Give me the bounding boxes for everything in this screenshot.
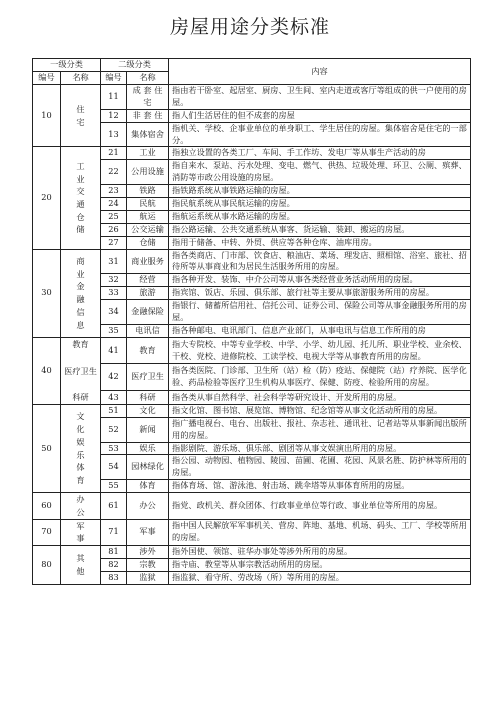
level2-code: 54 xyxy=(101,455,127,480)
level1-name-text: 办公 xyxy=(76,494,85,517)
level2-code: 82 xyxy=(101,558,127,571)
level2-code: 42 xyxy=(101,364,127,391)
level2-code: 55 xyxy=(101,480,127,493)
level1-name xyxy=(61,147,101,249)
level2-code: 32 xyxy=(101,274,127,287)
level1-code: 30 xyxy=(33,249,61,337)
row-content: 指航运系统从事水路运输的房屋。 xyxy=(169,210,471,223)
level2-name: 公交运输 xyxy=(127,223,169,236)
level1-name-text: 住宅 xyxy=(76,104,85,127)
table-row xyxy=(33,147,471,160)
level2-code: 22 xyxy=(101,160,127,185)
level2-code: 43 xyxy=(101,391,127,405)
level2-name: 园林绿化 xyxy=(127,455,169,480)
level1-name xyxy=(61,337,101,404)
level2-code: 83 xyxy=(101,571,127,584)
header-level1: 一级分类 xyxy=(33,59,101,72)
level2-name: 工业 xyxy=(127,147,169,160)
level2-name: 教育 xyxy=(127,337,169,364)
level2-name: 新闻 xyxy=(127,417,169,442)
row-content: 指公路运输、公共交通系统从事客、货运输、装卸、搬运的房屋。 xyxy=(169,223,471,236)
level1-name xyxy=(61,249,101,337)
level2-code: 23 xyxy=(101,185,127,198)
level2-name: 体育 xyxy=(127,480,169,493)
row-content: 指大专院校、中等专业学校、中学、小学、幼儿园、托儿所、职业学校、业余校、干校、党校、进修院校、工读学校、电视大学等从事教育所用的房屋。 xyxy=(169,337,471,364)
level2-code: 12 xyxy=(101,109,127,122)
level2-code: 13 xyxy=(101,122,127,147)
level1-name-text: 商业金融信息 xyxy=(76,256,85,330)
level1-code: 50 xyxy=(33,404,61,492)
row-content: 指独立设置的各类工厂、车间、手工作坊、发电厂等从事生产活动的房 xyxy=(169,147,471,160)
level2-code: 27 xyxy=(101,236,127,249)
table-row xyxy=(33,519,471,545)
row-content: 指广播电视台、电台、出版社、报社、杂志社、通讯社、记者站等从事新闻出版所用的房屋。 xyxy=(169,417,471,442)
header-level2: 二级分类 xyxy=(101,59,169,72)
row-content: 指各种开发、装饰、中介公司等从事各类经营业务活动所用的房屋。 xyxy=(169,274,471,287)
level1-code: 40 xyxy=(33,337,61,404)
row-content: 指体育场、馆、游泳池、射击场、跳伞塔等从事体育所用的房屋。 xyxy=(169,480,471,493)
row-content: 指用于储备、中转、外贸、供应等各种仓库、油库用房。 xyxy=(169,236,471,249)
row-content: 指人们生活居住的但不成套的房屋 xyxy=(169,109,471,122)
level2-name: 娱乐 xyxy=(127,442,169,455)
level2-name: 监狱 xyxy=(127,571,169,584)
level2-code: 61 xyxy=(101,493,127,519)
level2-name: 集体宿舍 xyxy=(127,122,169,147)
level2-code: 41 xyxy=(101,337,127,364)
level2-code: 31 xyxy=(101,249,127,274)
level2-code: 25 xyxy=(101,210,127,223)
row-content: 指各类医院、门诊部、卫生所（站）检（防）疫站、保健院（站）疗养院、医学化验、药品检验等医疗卫生机构从事医疗、保健、防疫、检验所用的房屋。 xyxy=(169,364,471,391)
level1-name-text: 其他 xyxy=(76,553,85,576)
level2-name: 经营 xyxy=(127,274,169,287)
level2-name: 成 套 住宅 xyxy=(127,85,169,110)
level1-name-line: 科研 xyxy=(72,392,89,403)
row-content: 指中国人民解放军军事机关、营房、阵地、基地、机场、码头、工厂、学校等所用的房屋。 xyxy=(169,519,471,545)
level1-name xyxy=(61,493,101,519)
page-title: 房屋用途分类标准 xyxy=(169,16,330,38)
table-row xyxy=(33,545,471,558)
row-content: 指监狱、看守所、劳改场（所）等所用的房屋。 xyxy=(169,571,471,584)
row-content: 指各种邮电、电讯部门、信息产业部门，从事电讯与信息工作所用的房 xyxy=(169,324,471,337)
level2-code: 35 xyxy=(101,324,127,337)
row-content: 指铁路系统从事铁路运输的房屋。 xyxy=(169,185,471,198)
classification-table xyxy=(32,58,471,585)
row-content: 指党、政机关、群众团体、行政事业单位等行政、事业单位等所用的房屋。 xyxy=(169,493,471,519)
level2-name: 金融保险 xyxy=(127,300,169,325)
level2-name: 仓储 xyxy=(127,236,169,249)
row-content: 指自来水、泵站、污水处理、变电、燃气、供热、垃圾处理、环卫、公厕、殡葬、消防等市政公用设施的房屋。 xyxy=(169,160,471,185)
level2-name: 科研 xyxy=(127,391,169,405)
row-content: 指银行、储蓄所信用社、信托公司、证券公司、保险公司等从事金融服务所用的房屋。 xyxy=(169,300,471,325)
row-content: 指各类从事自然科学、社会科学等研究设计、开发所用的房屋。 xyxy=(169,391,471,405)
level2-code: 81 xyxy=(101,545,127,558)
level1-name-line: 医疗卫生 xyxy=(64,365,97,376)
level2-name: 办公 xyxy=(127,493,169,519)
row-content: 指影剧院、游乐场、俱乐部、剧团等从事文娱演出所用的房屋。 xyxy=(169,442,471,455)
row-content: 指各类商店、门市部、饮食店、粮油店、菜场、理发店、照相馆、浴室、旅社、招待所等从事商业和为居民生活服务所用的房屋。 xyxy=(169,249,471,274)
row-content: 指文化馆、图书馆、展览馆、博物馆、纪念馆等从事文化活动所用的房屋。 xyxy=(169,404,471,417)
level1-name xyxy=(61,545,101,584)
level1-code: 80 xyxy=(33,545,61,584)
level2-code: 51 xyxy=(101,404,127,417)
level2-code: 21 xyxy=(101,147,127,160)
level2-code: 34 xyxy=(101,300,127,325)
level2-name: 公用设施 xyxy=(127,160,169,185)
level2-code: 33 xyxy=(101,287,127,300)
level2-name: 旅游 xyxy=(127,287,169,300)
level2-name: 铁路 xyxy=(127,185,169,198)
level1-name xyxy=(61,404,101,492)
level2-name: 宗教 xyxy=(127,558,169,571)
table-row xyxy=(33,85,471,110)
header-row-1 xyxy=(33,59,471,72)
table-row xyxy=(33,249,471,274)
level2-name: 商业服务 xyxy=(127,249,169,274)
level2-name: 电讯信 xyxy=(127,324,169,337)
level2-code: 24 xyxy=(101,198,127,211)
level2-name: 医疗卫生 xyxy=(127,364,169,391)
level1-code: 60 xyxy=(33,493,61,519)
level2-code: 26 xyxy=(101,223,127,236)
level1-name-line: 教育 xyxy=(72,338,89,349)
level2-name: 涉外 xyxy=(127,545,169,558)
level1-code: 10 xyxy=(33,85,61,147)
level1-name xyxy=(61,519,101,545)
row-content: 指寺庙、教堂等从事宗教活动所用的房屋。 xyxy=(169,558,471,571)
row-content: 指外国使、领馆、驻华办事处等涉外所用的房屋。 xyxy=(169,545,471,558)
level2-name: 文化 xyxy=(127,404,169,417)
level2-code: 11 xyxy=(101,85,127,110)
row-content: 指民航系统从事民航运输的房屋。 xyxy=(169,198,471,211)
row-content: 指宾馆、饭店、乐园、俱乐部、旅行社等主要从事旅游服务所用的房屋。 xyxy=(169,287,471,300)
level2-code: 53 xyxy=(101,442,127,455)
table-row xyxy=(33,337,471,364)
level2-name: 非 套 住 xyxy=(127,109,169,122)
level2-name: 民航 xyxy=(127,198,169,211)
level1-code: 20 xyxy=(33,147,61,249)
row-content: 指公园、动物园、植物园、陵园、苗圃、花圃、花园、风景名胜、防护林等所用的房屋。 xyxy=(169,455,471,480)
header-level1-code: 编号 xyxy=(33,72,61,85)
level1-name-text: 军事 xyxy=(76,520,85,544)
header-level2-code: 编号 xyxy=(101,72,127,85)
row-content: 指由若干卧室、起居室、厨房、卫生间、室内走道或客厅等组成的供一户使用的房屋。 xyxy=(169,85,471,110)
level1-name-text: 工业交通仓储 xyxy=(76,160,85,235)
level2-name: 军事 xyxy=(127,519,169,545)
level2-code: 71 xyxy=(101,519,127,545)
level2-code: 52 xyxy=(101,417,127,442)
level1-code: 70 xyxy=(33,519,61,545)
header-content: 内容 xyxy=(169,59,471,85)
row-content: 指机关、学校、企事业单位的单身职工、学生居住的房屋。集体宿舍是住宅的一部分。 xyxy=(169,122,471,147)
header-level1-name: 名称 xyxy=(61,72,101,85)
level1-name-text: 文化娱乐体育 xyxy=(76,411,85,485)
header-level2-name: 名称 xyxy=(127,72,169,85)
level1-name xyxy=(61,85,101,147)
table-row xyxy=(33,404,471,417)
table-row xyxy=(33,493,471,519)
level2-name: 航运 xyxy=(127,210,169,223)
table-body xyxy=(33,85,471,585)
